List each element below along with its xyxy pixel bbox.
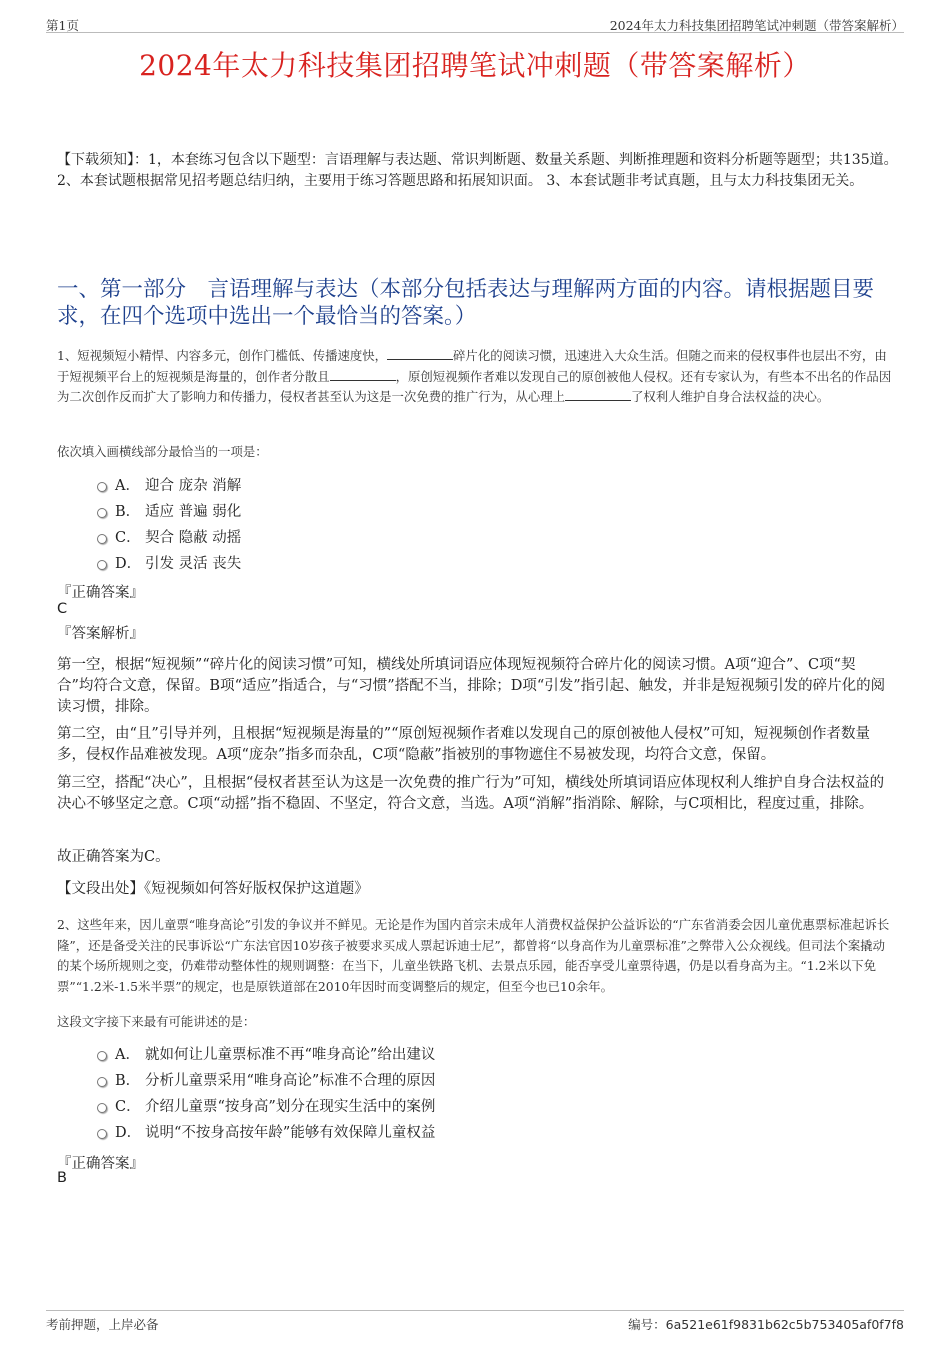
footer-slogan: 考前押题，上岸必备	[46, 1317, 159, 1332]
option-a[interactable]: A． 就如何让儿童票标准不再“唯身高论”给出建议	[97, 1042, 435, 1068]
option-d[interactable]: D． 引发 灵活 丧失	[97, 551, 241, 577]
option-b[interactable]: B． 分析儿童票采用“唯身高论”标准不合理的原因	[97, 1068, 435, 1094]
analysis-label: 『答案解析』	[57, 626, 144, 642]
page-header	[46, 14, 904, 33]
option-c[interactable]: C． 契合 隐蔽 动摇	[97, 525, 241, 551]
question-1-options	[97, 473, 241, 577]
answer-label: 『正确答案』	[57, 585, 144, 601]
option-b[interactable]: B． 适应 普遍 弱化	[97, 499, 241, 525]
radio-icon[interactable]	[97, 508, 107, 518]
option-a[interactable]: A． 迎合 庞杂 消解	[97, 473, 241, 499]
question-2-prompt: 这段文字接下来最有可能讲述的是：	[57, 1014, 256, 1029]
question-1-part-a: 1、短视频短小精悍、内容多元，创作门槛低、传播速度快，	[57, 348, 388, 363]
radio-icon[interactable]	[97, 1077, 107, 1087]
header-doc-title: 2024年太力科技集团招聘笔试冲刺题（带答案解析）	[609, 18, 904, 33]
answer-value: C	[57, 601, 68, 617]
analysis-paragraph-1: 第一空，根据“短视频”“碎片化的阅读习惯”可知，横线处所填词语应体现短视频符合碎片化的阅读习惯。A项“迎合”、C项“契合”均符合文意，保留。B项“适应”指适合，与“习惯”搭配不当，排除；D项“引发”指引起、触发，并非是短视频引发的碎片化的阅读习惯，排除。	[57, 657, 886, 715]
radio-icon[interactable]	[97, 560, 107, 570]
question-1-prompt: 依次填入画横线部分最恰当的一项是：	[57, 444, 268, 459]
option-c[interactable]: C． 介绍儿童票“按身高”划分在现实生活中的案例	[97, 1094, 435, 1120]
radio-icon[interactable]	[97, 534, 107, 544]
question-1-part-d: 了权利人维护自身合法权益的决心。	[631, 389, 830, 404]
question-1-text	[57, 346, 897, 408]
answer-value: B	[57, 1170, 67, 1186]
section-heading: 一、第一部分 言语理解与表达（本部分包括表达与理解两方面的内容。请根据题目要求，在四个选项中选出一个最恰当的答案。）	[57, 277, 875, 329]
fill-blank-2	[330, 368, 396, 381]
analysis-paragraph-3: 第三空，搭配“决心”，且根据“侵权者甚至认为这是一次免费的推广行为”可知，横线处所填词语应体现权利人维护自身合法权益的决心不够坚定之意。C项“动摇”指不稳固、不坚定，符合文意，当选。A项“消解”指消除、解除，与C项相比，程度过重，排除。	[57, 775, 885, 812]
document-code: 编号：6a521e61f9831b62c5b753405af0f7f8	[628, 1317, 904, 1332]
answer-label: 『正确答案』	[57, 1156, 144, 1172]
analysis-paragraph-2: 第二空，由“且”引导并列，且根据“短视频是海量的”“原创短视频作者难以发现自己的原创被他人侵权”可知，短视频创作者数量多，侵权作品难被发现。A项“庞杂”指多而杂乱，C项“隐蔽”指被别的事物遮住不易被发现，均符合文意，保留。	[57, 726, 870, 763]
download-notice: 【下载须知】：1，本套练习包含以下题型：言语理解与表达题、常识判断题、数量关系题、判断推理题和资料分析题等题型；共135道。 2、本套试题根据常见招考题总结归纳，主要用于练习答题思路和拓展知识面。 3、本套试题非考试真题，且与太力科技集团无关。	[57, 152, 898, 189]
question-1-part-c: ，原创短视频作者难以发现自己的原创被他人侵权。还有专家认为，有些本不出名的作品因为二次创作反而扩大了影响力和传播力，侵权者甚至认为这是一次免费的推广行为，从心理上	[57, 368, 892, 404]
radio-icon[interactable]	[97, 1051, 107, 1061]
analysis-conclusion: 故正确答案为C。	[57, 849, 170, 865]
radio-icon[interactable]	[97, 482, 107, 492]
page-footer	[46, 1310, 904, 1333]
question-2-options	[97, 1042, 435, 1146]
fill-blank-3	[565, 388, 631, 401]
question-2-text: 2、这些年来，因儿童票“唯身高论”引发的争议并不鲜见。无论是作为国内首宗未成年人消费权益保护公益诉讼的“广东省消委会因儿童优惠票标准起诉长隆”，还是备受关注的民事诉讼“广东法官因10岁孩子被要求买成人票起诉迪士尼”，都曾将“以身高作为儿童票标准”之弊带入公众视线。但司法个案撬动的某个场所规则之变，仍难带动整体性的规则调整：在当下，儿童坐铁路飞机、去景点乐园，能否享受儿童票待遇，仍是以看身高为主。“1.2米以下免票”“1.2米-1.5米半票”的规定，也是原铁道部在2010年因时而变调整后的规定，但至今也已10余年。	[57, 917, 890, 994]
fill-blank-1	[387, 347, 453, 360]
page-number: 第1页	[46, 18, 79, 33]
radio-icon[interactable]	[97, 1129, 107, 1139]
source-citation: 【文段出处】《短视频如何答好版权保护这道题》	[57, 881, 369, 897]
radio-icon[interactable]	[97, 1103, 107, 1113]
document-title: 2024年太力科技集团招聘笔试冲刺题（带答案解析）	[139, 49, 811, 82]
question-1-part-b: 碎片化的阅读习惯，迅速进入大众生活。但随之而来的侵权事件也层出不穷，由于短视频平台上的短视频是海量的，创作者分散且	[57, 348, 887, 384]
option-d[interactable]: D． 说明“不按身高按年龄”能够有效保障儿童权益	[97, 1120, 435, 1146]
